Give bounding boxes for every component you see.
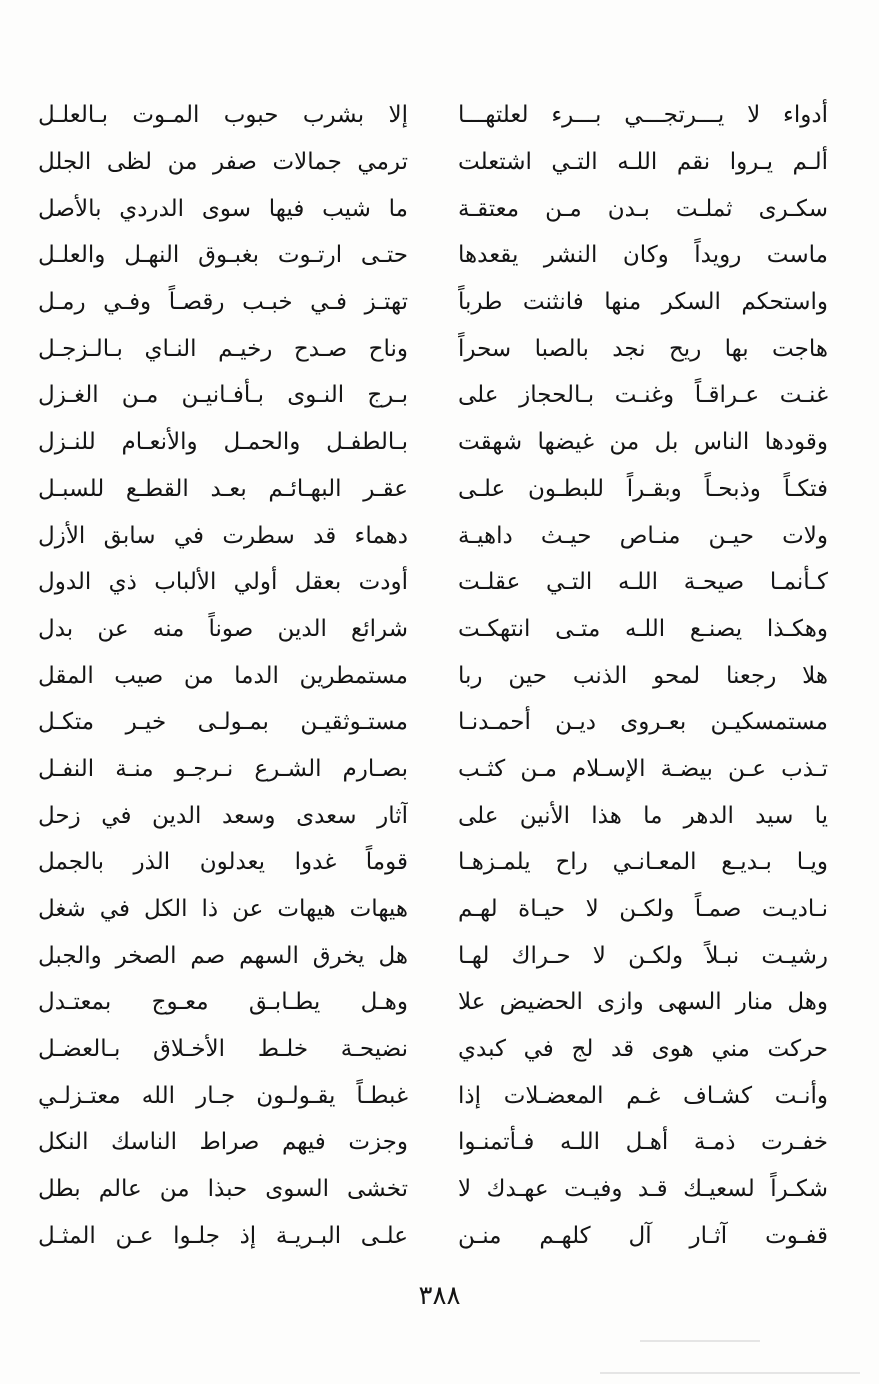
- first-hemistich: تـذب عـن بيضـة الإسـلام مـن كثـب: [458, 755, 828, 782]
- second-hemistich: وجزت فيهم صراط الناسك النكل: [38, 1129, 408, 1156]
- verse-line: [38, 699, 828, 746]
- second-hemistich: قوماً غدوا يعدلون الذر بالجمل: [38, 849, 408, 876]
- second-hemistich: بـالطفـل والحمـل والأنعـام للنـزل: [38, 429, 408, 456]
- first-hemistich: ويـا بـديـع المعـانـي راح يلمـزهـا: [458, 849, 828, 876]
- second-hemistich: تهتـز فـي خبـب رقصـاً وفـي رمـل: [38, 289, 408, 316]
- scan-smudge: [600, 1372, 860, 1374]
- verse-line: [38, 979, 828, 1026]
- verse-line: [38, 92, 828, 139]
- verse-line: [38, 232, 828, 279]
- first-hemistich: قفـوت آثـار آل كلهـم منـن: [458, 1222, 828, 1249]
- verse-line: [38, 512, 828, 559]
- verse-line: [38, 1166, 828, 1213]
- second-hemistich: هل يخرق السهم صم الصخر والجبل: [38, 942, 408, 969]
- verse-line: [38, 466, 828, 513]
- first-hemistich: وهل منار السهى وازى الحضيض علا: [458, 989, 828, 1016]
- scan-smudge: [640, 1340, 760, 1342]
- first-hemistich: غنـت عـراقـاً وغنـت بـالحجاز على: [458, 382, 828, 409]
- verse-line: [38, 139, 828, 186]
- second-hemistich: آثار سعدى وسعد الدين في زحل: [38, 802, 408, 829]
- first-hemistich: واستحكم السكر منها فانثنت طرباً: [458, 289, 828, 316]
- first-hemistich: هاجت بها ريح نجد بالصبا سحراً: [458, 335, 828, 362]
- poem-verses: [38, 92, 828, 1259]
- second-hemistich: ما شيب فيها سوى الدردي بالأصل: [38, 195, 408, 222]
- first-hemistich: شكـراً لسعيـك قـد وفيـت عهـدك لا: [458, 1176, 828, 1203]
- second-hemistich: دهماء قد سطرت في سابق الأزل: [38, 522, 408, 549]
- first-hemistich: أدواء لا يـــرتجـــي بـــرء لعلتهـــا: [458, 102, 828, 129]
- first-hemistich: ألـم يـروا نقم اللـه التـي اشتعلت: [458, 149, 828, 176]
- verse-line: [38, 1072, 828, 1119]
- first-hemistich: كـأنمـا صيحـة اللـه التـي عقلـت: [458, 569, 828, 596]
- verse-line: [38, 746, 828, 793]
- second-hemistich: ترمي جمالات صفر من لظى الجلل: [38, 149, 408, 176]
- first-hemistich: نـاديـت صمـاً ولكـن لا حيـاة لهـم: [458, 896, 828, 923]
- verse-line: [38, 279, 828, 326]
- first-hemistich: خفـرت ذمـة أهـل اللـه فـأتمنـوا: [458, 1129, 828, 1156]
- second-hemistich: شرائع الدين صوناً منه عن بدل: [38, 615, 408, 642]
- verse-line: [38, 652, 828, 699]
- first-hemistich: ولات حيـن منـاص حيـث داهيـة: [458, 522, 828, 549]
- first-hemistich: وقودها الناس بل من غيضها شهقت: [458, 429, 828, 456]
- second-hemistich: تخشى السوى حبذا من عالم بطل: [38, 1176, 408, 1203]
- first-hemistich: فتكـاً وذبحـاً وبقـراً للبطـون علـى: [458, 475, 828, 502]
- second-hemistich: علـى البـريـة إذ جلـوا عـن المثـل: [38, 1222, 408, 1249]
- first-hemistich: وأنـت كشـاف غـم المعضـلات إذا: [458, 1082, 828, 1109]
- verse-line: [38, 1119, 828, 1166]
- first-hemistich: مستمسكيـن بعـروى ديـن أحمـدنـا: [458, 709, 828, 736]
- verse-line: [38, 839, 828, 886]
- second-hemistich: غبطـاً يقـولـون جـار الله معتـزلـي: [38, 1082, 408, 1109]
- verse-line: [38, 372, 828, 419]
- verse-line: [38, 1213, 828, 1260]
- verse-line: [38, 559, 828, 606]
- second-hemistich: بصـارم الشـرع نـرجـو منـة النفـل: [38, 755, 408, 782]
- second-hemistich: أودت بعقل أولي الألباب ذي الدول: [38, 569, 408, 596]
- page-number: ٣٨٨: [418, 1281, 461, 1311]
- verse-line: [38, 185, 828, 232]
- second-hemistich: نضيحـة خلـط الأخـلاق بـالعضـل: [38, 1036, 408, 1063]
- verse-line: [38, 792, 828, 839]
- first-hemistich: سكـرى ثملـت بـدن مـن معتقـة: [458, 195, 828, 222]
- second-hemistich: وناح صـدح رخيـم النـاي بـالـزجـل: [38, 335, 408, 362]
- verse-line: [38, 886, 828, 933]
- first-hemistich: هلا رجعنا لمحو الذنب حين ربا: [458, 662, 828, 689]
- second-hemistich: مستـوثقيـن بمـولـى خيـر متكـل: [38, 709, 408, 736]
- verse-line: [38, 419, 828, 466]
- first-hemistich: ماست رويداً وكان النشر يقعدها: [458, 242, 828, 269]
- verse-line: [38, 606, 828, 653]
- verse-line: [38, 932, 828, 979]
- first-hemistich: رشيـت نبـلاً ولكـن لا حـراك لهـا: [458, 942, 828, 969]
- verse-line: [38, 1026, 828, 1073]
- verse-line: [38, 325, 828, 372]
- second-hemistich: مستمطرين الدما من صيب المقل: [38, 662, 408, 689]
- second-hemistich: إلا بشرب حبوب المـوت بـالعلـل: [38, 102, 408, 129]
- second-hemistich: بـرج النـوى بـأفـانيـن مـن الغـزل: [38, 382, 408, 409]
- second-hemistich: عقـر البهـائـم بعـد القطـع للسبـل: [38, 475, 408, 502]
- second-hemistich: وهـل يطـابـق معـوج بمعتـدل: [38, 989, 408, 1016]
- second-hemistich: هيهات هيهات عن ذا الكل في شغل: [38, 896, 408, 923]
- first-hemistich: حركت مني هوى قد لج في كبدي: [458, 1036, 828, 1063]
- first-hemistich: وهكـذا يصنـع اللـه متـى انتهكـت: [458, 615, 828, 642]
- second-hemistich: حتـى ارتـوت بغبـوق النهـل والعلـل: [38, 242, 408, 269]
- first-hemistich: يا سيد الدهر ما هذا الأنين على: [458, 802, 828, 829]
